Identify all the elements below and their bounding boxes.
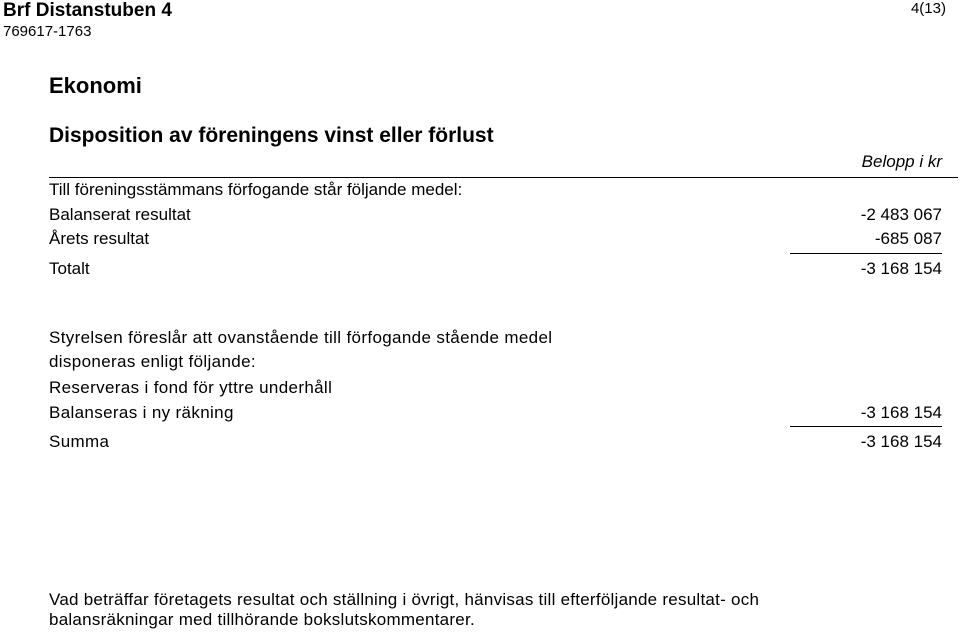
disposition-title: Disposition av föreningens vinst eller förlust (49, 124, 494, 147)
unit-divider (49, 177, 958, 178)
unit-label: Belopp i kr (861, 152, 942, 171)
footnote-line-2: balansräkningar med tillhörande bokslutskommentarer. (49, 610, 475, 629)
row-value-balanserat-resultat: -2 483 067 (860, 205, 942, 224)
org-name: Brf Distanstuben 4 (3, 0, 172, 21)
row-value-balanseras: -3 168 154 (860, 403, 942, 422)
org-number: 769617-1763 (3, 23, 92, 40)
row-label-arets-resultat: Årets resultat (49, 229, 150, 248)
sum-divider (790, 426, 942, 427)
row-label-balanseras: Balanseras i ny räkning (49, 403, 234, 422)
total-label: Totalt (49, 259, 90, 278)
total-divider (790, 253, 942, 254)
sum-value: -3 168 154 (860, 432, 942, 451)
proposal-line-1: Styrelsen föreslår att ovanstående till förfogande stående medel (49, 328, 553, 347)
footnote-line-1: Vad beträffar företagets resultat och ställning i övrigt, hänvisas till efterföljande resultat- och (49, 590, 760, 609)
proposal-line-2: disponeras enligt följande: (49, 352, 256, 371)
section-title: Ekonomi (49, 73, 142, 98)
total-value: -3 168 154 (860, 259, 942, 278)
row-value-arets-resultat: -685 087 (874, 229, 942, 248)
sum-label: Summa (49, 432, 110, 451)
page-number: 4(13) (910, 0, 946, 17)
row-label-balanserat-resultat: Balanserat resultat (49, 205, 191, 224)
intro-text: Till föreningsstämmans förfogande står följande medel: (49, 180, 463, 199)
row-label-yttre-underhall: Reserveras i fond för yttre underhåll (49, 378, 333, 397)
